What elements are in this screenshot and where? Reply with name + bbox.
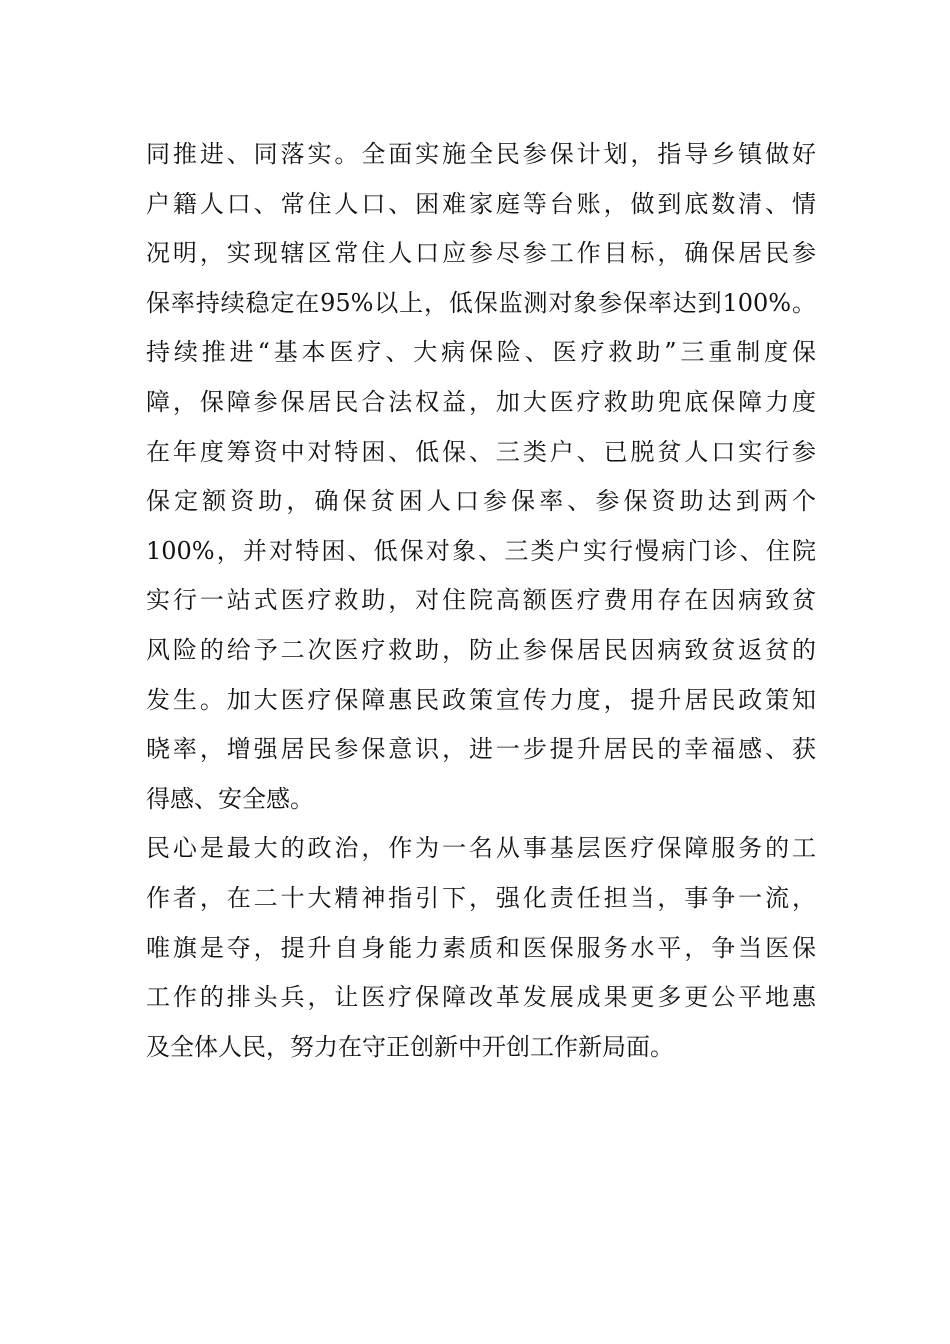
text-line: 持续推进“基本医疗、大病保险、医疗救助”三重制度保: [146, 338, 816, 367]
text-line: 同推进、同落实。全面实施全民参保计划，指导乡镇做好: [146, 140, 816, 168]
text-line: 得感、安全感。: [146, 784, 314, 813]
text-line: 障，保障参保居民合法权益，加大医疗救助兜底保障力度: [146, 387, 816, 416]
text-line: 工作的排头兵，让医疗保障改革发展成果更多更公平地惠: [146, 983, 816, 1012]
text-line: 作者，在二十大精神指引下，强化责任担当，事争一流，: [146, 883, 816, 912]
text-line: 唯旗是夺，提升自身能力素质和医保服务水平，争当医保: [146, 933, 816, 962]
text-line: 发生。加大医疗保障惠民政策宣传力度，提升居民政策知: [146, 685, 816, 714]
body-text: [146, 130, 816, 1072]
text-line: 风险的给予二次医疗救助，防止参保居民因病致贫返贫的: [146, 635, 816, 664]
text-line: 况明，实现辖区常住人口应参尽参工作目标，确保居民参: [146, 239, 816, 268]
text-line: 实行一站式医疗救助，对住院高额医疗费用存在因病致贫: [146, 586, 816, 615]
text-line: 及全体人民，努力在守正创新中开创工作新局面。: [146, 1032, 674, 1061]
text-line: 100%，并对特困、低保对象、三类户实行慢病门诊、住院: [146, 536, 816, 565]
text-line: 民心是最大的政治，作为一名从事基层医疗保障服务的工: [146, 834, 816, 863]
text-line: 保率持续稳定在95%以上，低保监测对象参保率达到100%。: [146, 288, 816, 317]
text-line: 在年度筹资中对特困、低保、三类户、已脱贫人口实行参: [146, 437, 816, 466]
text-line: 晓率，增强居民参保意识，进一步提升居民的幸福感、获: [146, 735, 816, 764]
text-line: 户籍人口、常住人口、困难家庭等台账，做到底数清、情: [146, 189, 816, 218]
text-line: 保定额资助，确保贫困人口参保率、参保资助达到两个: [146, 487, 816, 516]
